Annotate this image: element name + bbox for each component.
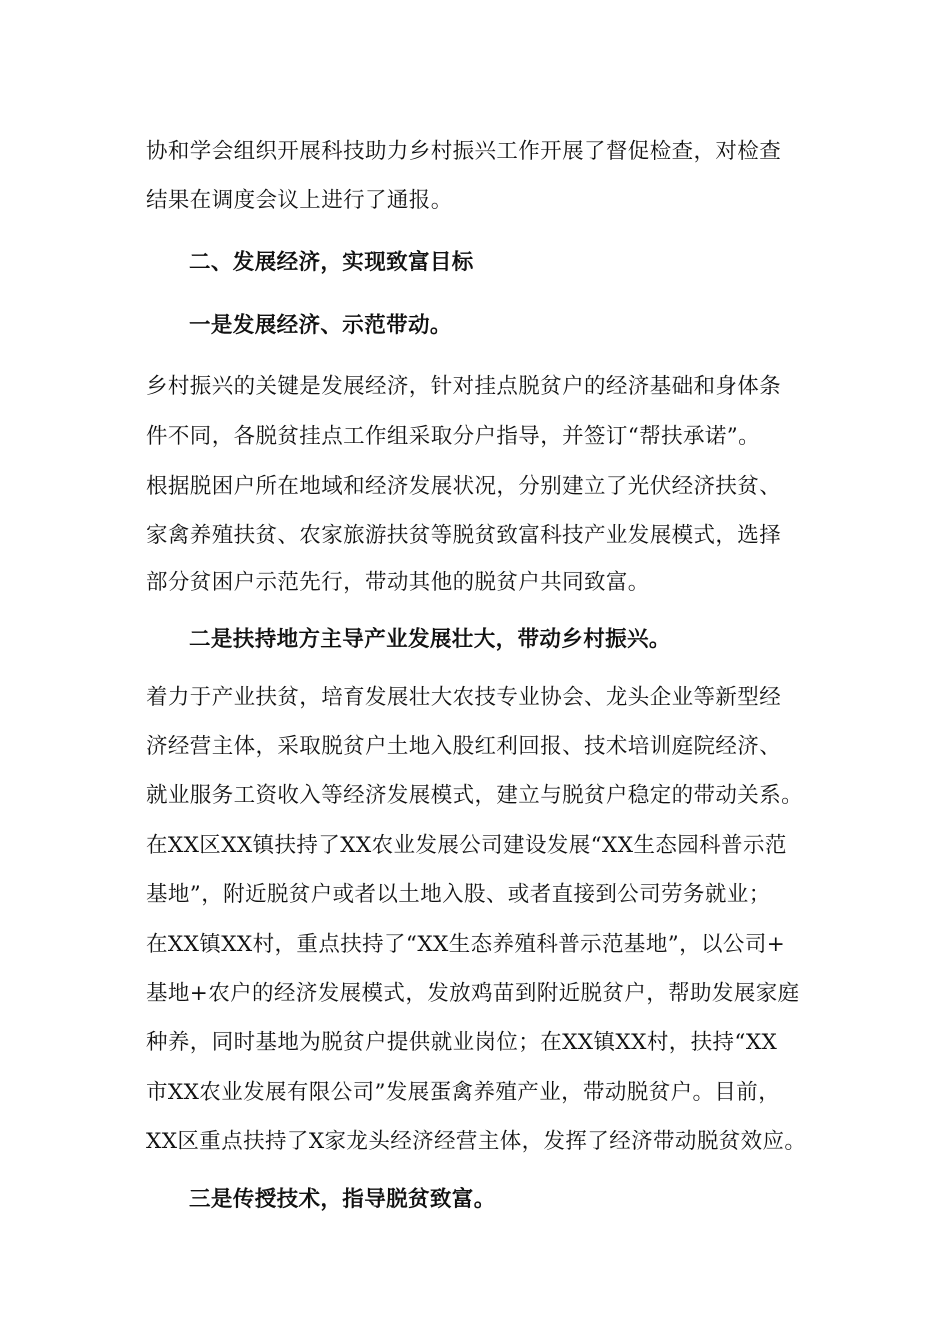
body-text-line: 市XX农业发展有限公司”发展蛋禽养殖产业，带动脱贫户。目前，	[146, 1080, 781, 1105]
body-text-line: 基地+农户的经济发展模式，发放鸡苗到附近脱贫户，帮助发展家庭	[146, 981, 800, 1006]
body-text-line: 济经营主体，采取脱贫户土地入股红利回报、技术培训庭院经济、	[146, 734, 782, 759]
subsection-heading: 三是传授技术，指导脱贫致富。	[189, 1187, 496, 1212]
body-text-line: 部分贫困户示范先行，带动其他的脱贫户共同致富。	[146, 570, 650, 595]
body-text-line: 协和学会组织开展科技助力乡村振兴工作开展了督促检查，对检查	[146, 139, 782, 164]
body-text-line: 乡村振兴的关键是发展经济，针对挂点脱贫户的经济基础和身体条	[146, 374, 782, 399]
body-text-line: 结果在调度会议上进行了通报。	[146, 188, 453, 213]
body-text-line: 在XX区XX镇扶持了XX农业发展公司建设发展“XX生态园科普示范	[146, 833, 787, 858]
subsection-heading: 二是扶持地方主导产业发展壮大，带动乡村振兴。	[189, 627, 671, 652]
body-text-line: 在XX镇XX村，重点扶持了“XX生态养殖科普示范基地”，以公司+	[146, 932, 786, 957]
body-text-line: 就业服务工资收入等经济发展模式，建立与脱贫户稳定的带动关系。	[146, 783, 804, 808]
body-text-line: 着力于产业扶贫，培育发展壮大农技专业协会、龙头企业等新型经	[146, 685, 782, 710]
body-text-line: 种养，同时基地为脱贫户提供就业岗位；在XX镇XX村，扶持“XX	[146, 1030, 778, 1055]
body-text-line: XX区重点扶持了X家龙头经济经营主体，发挥了经济带动脱贫效应。	[146, 1129, 807, 1154]
section-heading: 二、发展经济，实现致富目标	[189, 250, 474, 275]
subsection-heading: 一是发展经济、示范带动。	[189, 313, 452, 338]
body-text-line: 根据脱困户所在地域和经济发展状况，分别建立了光伏经济扶贫、	[146, 474, 782, 499]
body-text-line: 基地”，附近脱贫户或者以土地入股、或者直接到公司劳务就业；	[146, 882, 771, 907]
body-text-line: 件不同，各脱贫挂点工作组采取分户指导，并签订“帮扶承诺”。	[146, 424, 761, 449]
body-text-line: 家禽养殖扶贫、农家旅游扶贫等脱贫致富科技产业发展模式，选择	[146, 523, 782, 548]
